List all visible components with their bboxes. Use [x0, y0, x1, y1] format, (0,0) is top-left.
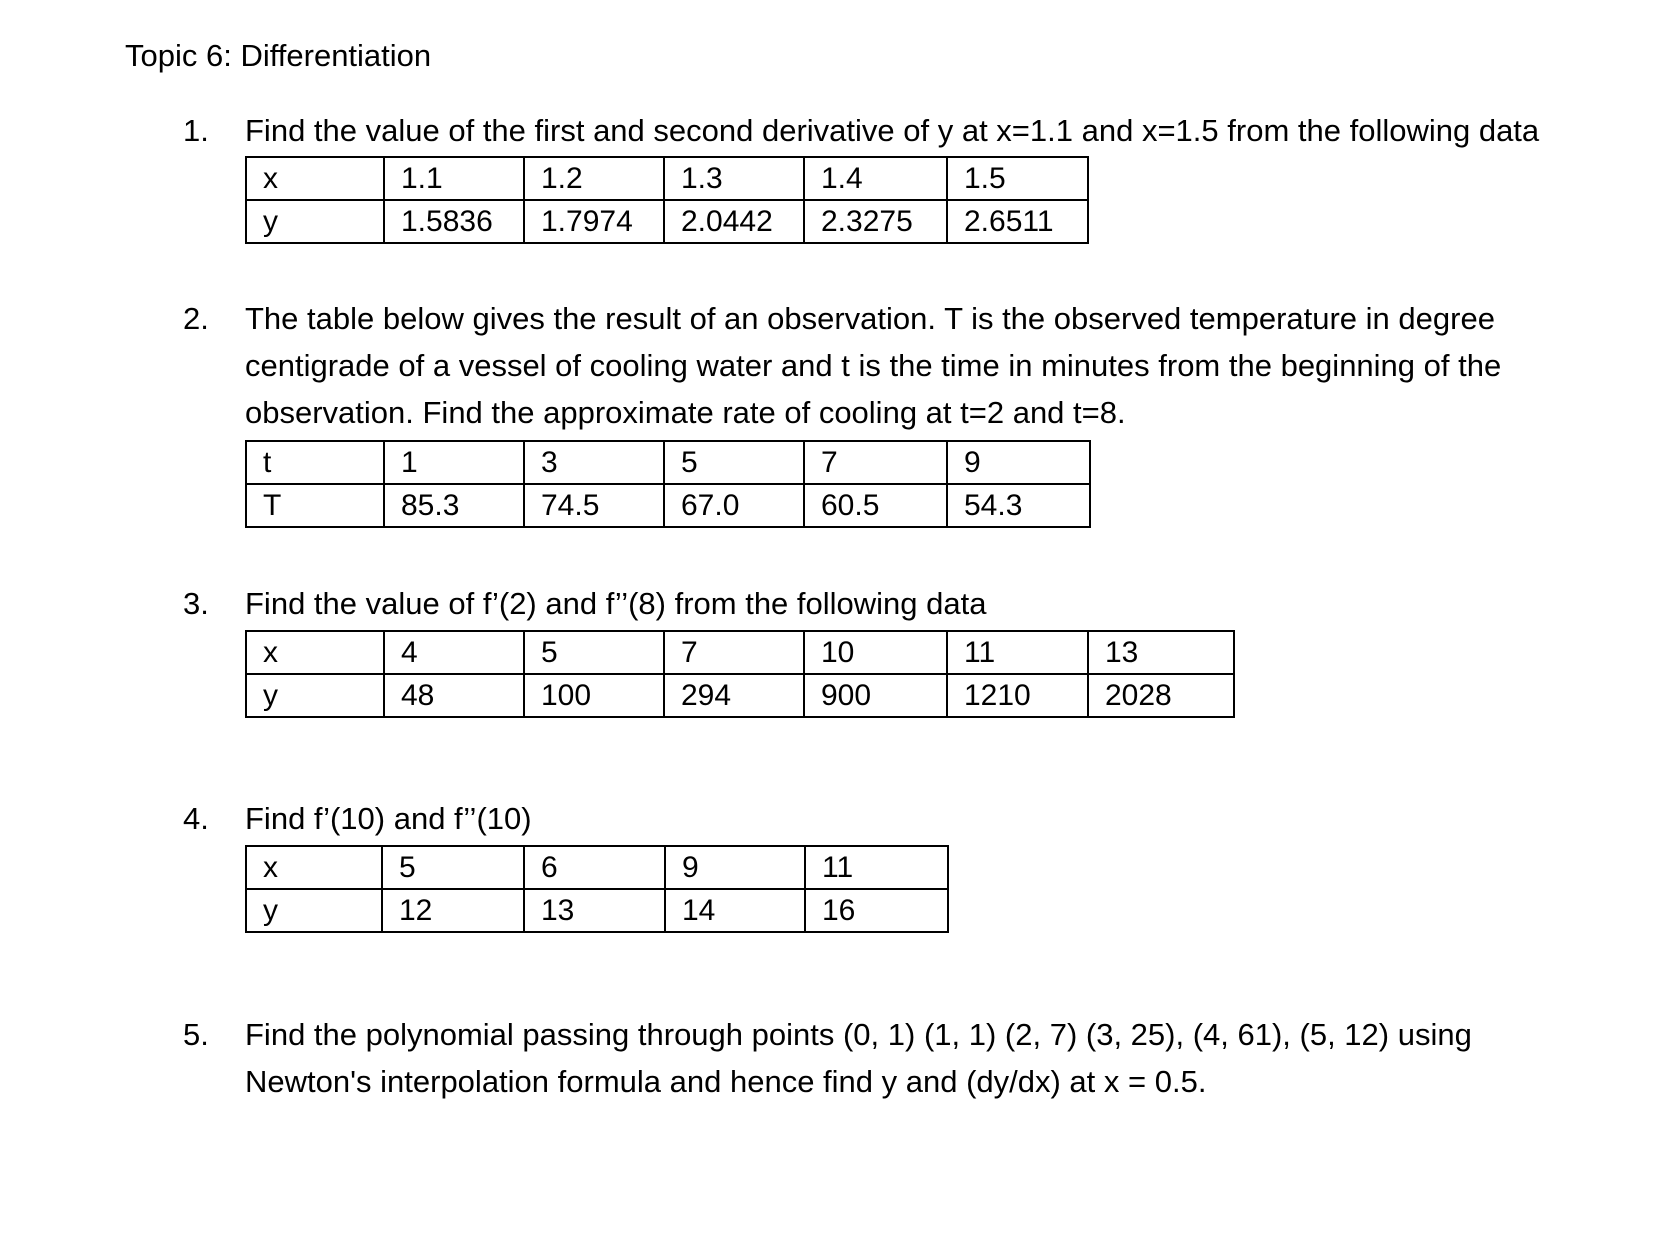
question-2-table: [245, 440, 1091, 528]
table-cell: 1.5836: [384, 200, 524, 243]
table-cell: 48: [384, 674, 524, 717]
table-cell: 294: [664, 674, 804, 717]
table-row: [246, 889, 948, 932]
table-row: [246, 674, 1234, 717]
table-cell: 74.5: [524, 484, 664, 527]
question-text-line: Find f’(10) and f’’(10): [245, 801, 532, 836]
table-cell: 13: [524, 889, 665, 932]
question-text-line: centigrade of a vessel of cooling water and t is the time in minutes from the beginning of the: [245, 348, 1502, 383]
table-cell: 14: [665, 889, 805, 932]
table-cell: 54.3: [947, 484, 1090, 527]
table-header-cell: t: [246, 441, 384, 484]
question-5-number: 5.: [183, 1017, 209, 1052]
page-title: Topic 6: Differentiation: [125, 38, 432, 73]
question-4-table: [245, 845, 949, 933]
question-text-line: Find the value of f’(2) and f’’(8) from the following data: [245, 586, 987, 621]
question-2-number: 2.: [183, 301, 209, 336]
question-3-table: [245, 630, 1235, 718]
table-row: [246, 846, 948, 889]
table-header-cell: T: [246, 484, 384, 527]
table-cell: 4: [384, 631, 524, 674]
question-text-line: Find the polynomial passing through points (0, 1) (1, 1) (2, 7) (3, 25), (4, 61), (5, 12) using: [245, 1017, 1472, 1052]
table-cell: 16: [805, 889, 948, 932]
table-row: [246, 631, 1234, 674]
table-row: [246, 441, 1090, 484]
table-cell: 7: [804, 441, 947, 484]
table-cell: 10: [804, 631, 947, 674]
table-cell: 1.2: [524, 157, 664, 200]
question-4-text: [245, 795, 532, 842]
table-header-cell: x: [246, 631, 384, 674]
question-3-number: 3.: [183, 586, 209, 621]
question-text-line: Find the value of the first and second derivative of y at x=1.1 and x=1.5 from the following data: [245, 113, 1540, 148]
table-cell: 1.1: [384, 157, 524, 200]
table-cell: 2.0442: [664, 200, 804, 243]
question-text-line: Newton's interpolation formula and hence find y and (dy/dx) at x = 0.5.: [245, 1064, 1207, 1099]
table-cell: 12: [382, 889, 524, 932]
table-cell: 6: [524, 846, 665, 889]
table-cell: 9: [665, 846, 805, 889]
table-header-cell: y: [246, 889, 382, 932]
table-cell: 1: [384, 441, 524, 484]
question-5-text: [245, 1011, 1472, 1105]
table-cell: 9: [947, 441, 1090, 484]
question-1-table: [245, 156, 1089, 244]
table-cell: 100: [524, 674, 664, 717]
question-1-text: [245, 107, 1539, 154]
table-cell: 900: [804, 674, 947, 717]
table-header-cell: y: [246, 200, 384, 243]
question-2-text: [245, 295, 1501, 436]
table-cell: 5: [664, 441, 804, 484]
table-cell: 7: [664, 631, 804, 674]
table-cell: 2028: [1088, 674, 1234, 717]
table-cell: 11: [947, 631, 1088, 674]
table-row: [246, 200, 1088, 243]
table-header-cell: y: [246, 674, 384, 717]
table-cell: 3: [524, 441, 664, 484]
table-cell: 1.3: [664, 157, 804, 200]
table-row: [246, 484, 1090, 527]
table-header-cell: x: [246, 157, 384, 200]
table-cell: 11: [805, 846, 948, 889]
table-cell: 1.7974: [524, 200, 664, 243]
table-cell: 60.5: [804, 484, 947, 527]
table-cell: 2.6511: [947, 200, 1088, 243]
question-3-text: [245, 580, 987, 627]
table-cell: 5: [524, 631, 664, 674]
table-cell: 85.3: [384, 484, 524, 527]
question-4-number: 4.: [183, 801, 209, 836]
question-text-line: observation. Find the approximate rate of cooling at t=2 and t=8.: [245, 395, 1126, 430]
table-cell: 2.3275: [804, 200, 947, 243]
table-cell: 1210: [947, 674, 1088, 717]
question-text-line: The table below gives the result of an observation. T is the observed temperature in degree: [245, 301, 1495, 336]
table-row: [246, 157, 1088, 200]
table-cell: 67.0: [664, 484, 804, 527]
table-header-cell: x: [246, 846, 382, 889]
table-cell: 13: [1088, 631, 1234, 674]
table-cell: 5: [382, 846, 524, 889]
table-cell: 1.5: [947, 157, 1088, 200]
question-1-number: 1.: [183, 113, 209, 148]
table-cell: 1.4: [804, 157, 947, 200]
